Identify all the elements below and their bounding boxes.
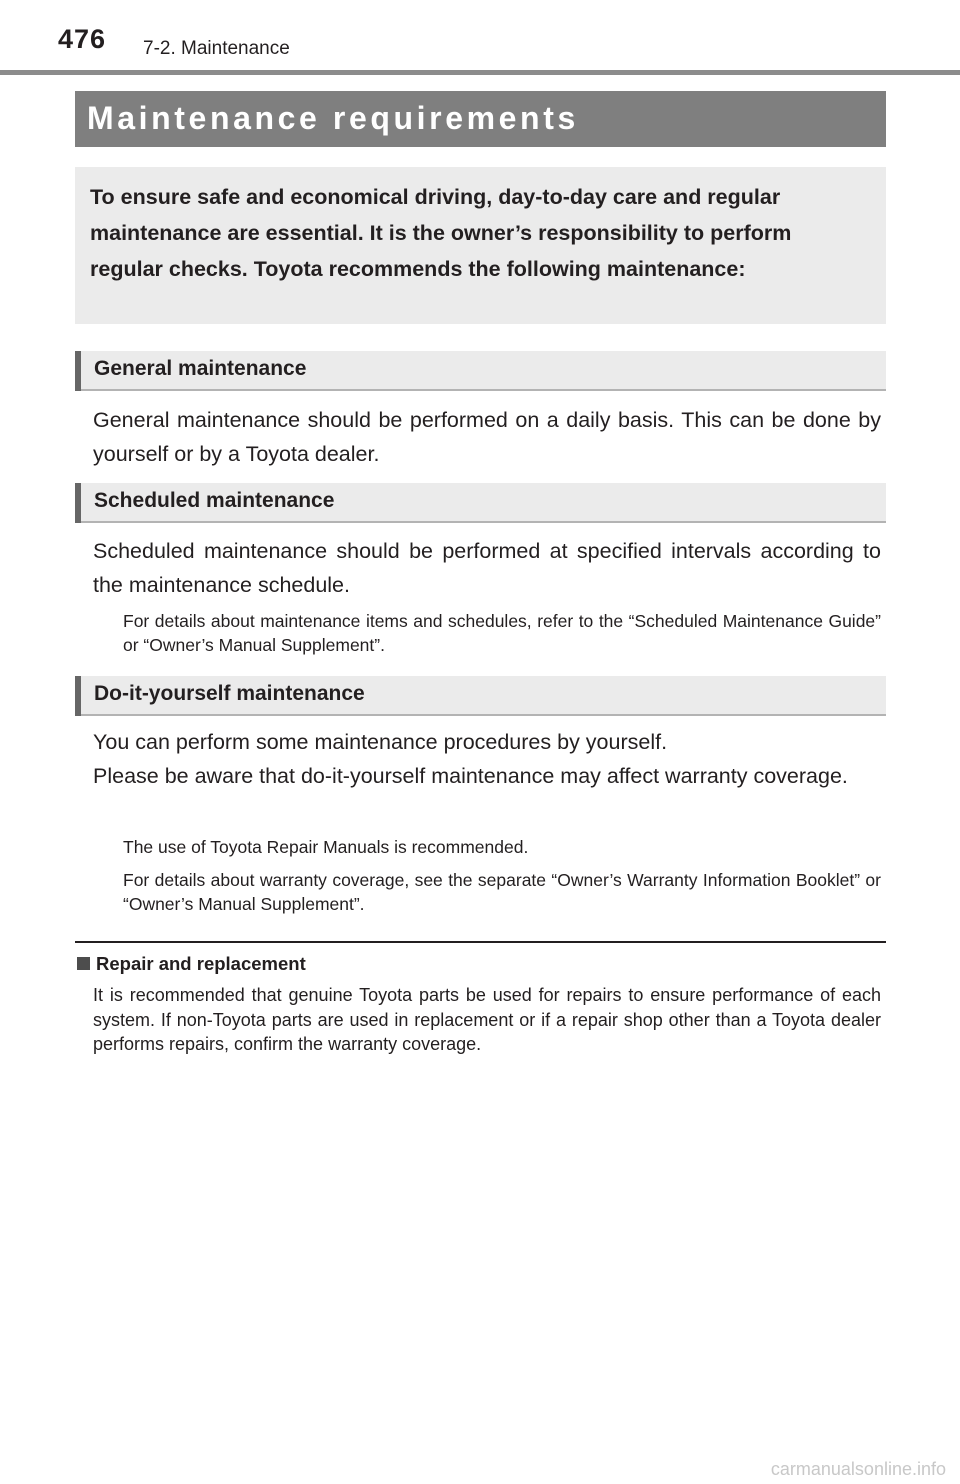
diy-maintenance-note-2: For details about warranty coverage, see the separate “Owner’s Warranty Information Booklet” or “Owner’s Manual Supplement”. bbox=[123, 870, 881, 914]
scheduled-maintenance-heading-bar bbox=[75, 483, 886, 523]
page-number: 476 bbox=[58, 24, 107, 54]
intro-text: To ensure safe and economical driving, day-to-day care and regular maintenance are essential. It is the owner’s responsibility to perform regular checks. Toyota recommends the following maintenance: bbox=[90, 185, 792, 281]
repair-body: It is recommended that genuine Toyota parts be used for repairs to ensure performance of each system. If non-Toyota parts are used in replacement or if a repair shop other than a Toyota dealer performs repairs, confirm the warranty coverage. bbox=[93, 985, 881, 1054]
diy-maintenance-heading-bar bbox=[75, 676, 886, 716]
square-bullet-icon bbox=[77, 957, 90, 970]
watermark: carmanualsonline.info bbox=[770, 1459, 946, 1479]
repair-heading-text: Repair and replacement bbox=[96, 953, 306, 974]
general-maintenance-body: General maintenance should be performed on a daily basis. This can be done by yourself or by a Toyota dealer. bbox=[93, 408, 881, 466]
section-label: 7-2. Maintenance bbox=[143, 38, 290, 59]
diy-maintenance-body: You can perform some maintenance procedures by yourself. bbox=[93, 730, 668, 754]
header-divider bbox=[0, 70, 960, 75]
intro-box bbox=[75, 167, 886, 324]
scheduled-maintenance-note: For details about maintenance items and schedules, refer to the “Scheduled Maintenance Guide” or “Owner’s Manual Supplement”. bbox=[123, 611, 881, 655]
repair-heading bbox=[77, 953, 306, 975]
scheduled-maintenance-body: Scheduled maintenance should be performed at specified intervals according to the maintenance schedule. bbox=[93, 539, 881, 597]
diy-maintenance-note-1: The use of Toyota Repair Manuals is recommended. bbox=[123, 837, 529, 857]
diy-maintenance-heading: Do-it-yourself maintenance bbox=[94, 682, 365, 705]
general-maintenance-heading: General maintenance bbox=[94, 357, 307, 380]
general-maintenance-heading-bar bbox=[75, 351, 886, 391]
page-title: Maintenance requirements bbox=[87, 100, 579, 136]
diy-maintenance-warning: Please be aware that do-it-yourself maintenance may affect warranty coverage. bbox=[93, 764, 848, 788]
title-bar bbox=[75, 91, 886, 147]
scheduled-maintenance-heading: Scheduled maintenance bbox=[94, 489, 335, 512]
notes-divider bbox=[75, 941, 886, 943]
